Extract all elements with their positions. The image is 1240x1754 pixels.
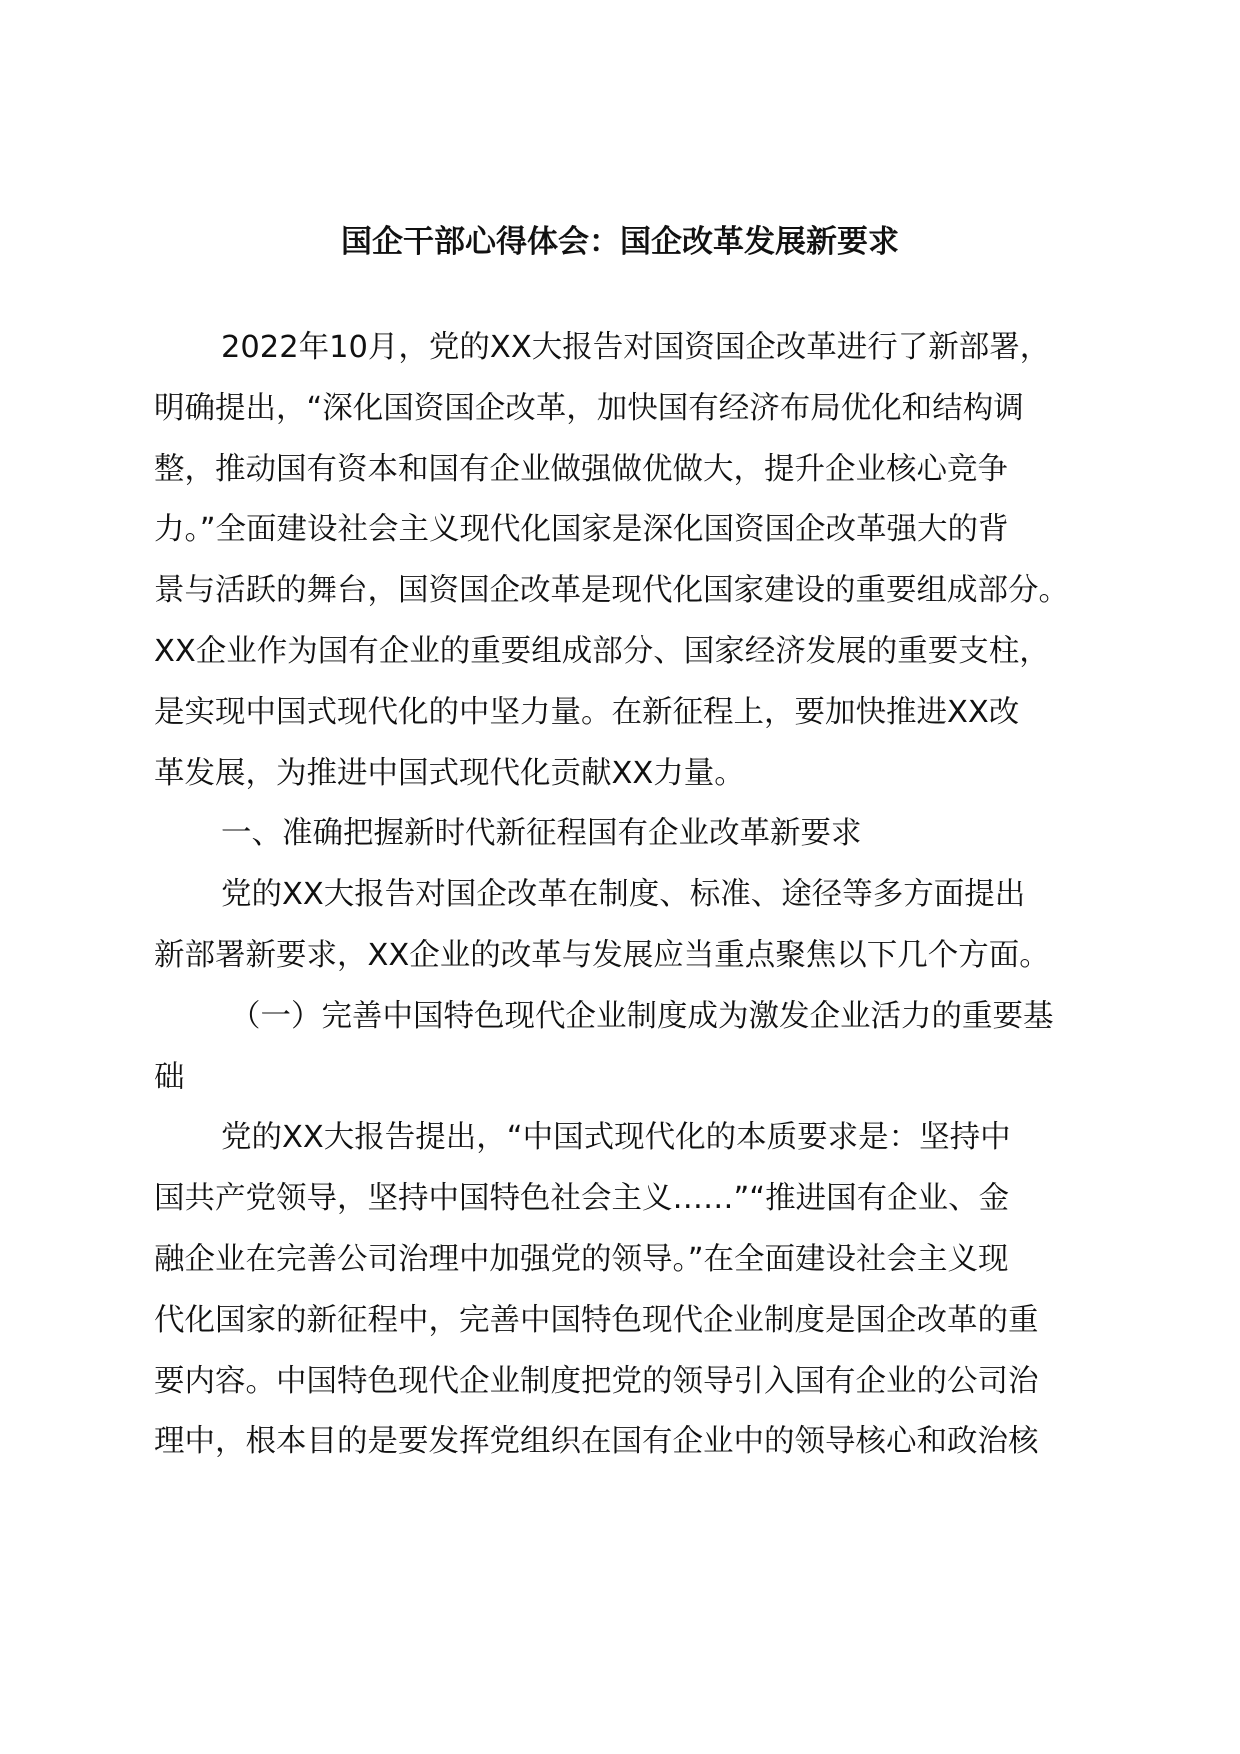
paragraph-2-line-1: 党的XX大报告对国企改革在制度、标准、途径等多方面提出 [221,877,1026,913]
document-body [154,318,1074,1473]
paragraph-1-line-2: 明确提出，“深化国资国企改革，加快国有经济布局优化和结构调 [154,390,1024,426]
section-heading-1: 一、准确把握新时代新征程国有企业改革新要求 [221,816,862,852]
paragraph-3-line-3: 融企业在完善公司治理中加强党的领导。”在全面建设社会主义现 [154,1241,1009,1277]
paragraph-1-line-7: 是实现中国式现代化的中坚力量。在新征程上，要加快推进XX改 [154,694,1020,730]
paragraph-1-line-4: 力。”全面建设社会主义现代化国家是深化国资国企改革强大的背 [154,512,1009,548]
paragraph-3-line-4: 代化国家的新征程中，完善中国特色现代企业制度是国企改革的重 [154,1302,1039,1338]
subsection-heading-1-line-2: 础 [154,1059,185,1095]
paragraph-3-line-5: 要内容。中国特色现代企业制度把党的领导引入国有企业的公司治 [154,1363,1039,1399]
paragraph-1-line-3: 整，推动国有资本和国有企业做强做优做大，提升企业核心竞争 [154,451,1008,487]
paragraph-1-line-1: 2022年10月，党的XX大报告对国资国企改革进行了新部署， [221,330,1051,365]
paragraph-3-line-2: 国共产党领导，坚持中国特色社会主义……”“推进国有企业、金 [154,1181,1010,1217]
paragraph-2-line-2: 新部署新要求，XX企业的改革与发展应当重点聚焦以下几个方面。 [154,937,1050,973]
paragraph-3-line-1: 党的XX大报告提出，“中国式现代化的本质要求是：坚持中 [221,1120,1011,1156]
paragraph-1-line-6: XX企业作为国有企业的重要组成部分、国家经济发展的重要支柱， [154,633,1050,669]
paragraph-1-line-8: 革发展，为推进中国式现代化贡献XX力量。 [154,755,745,791]
paragraph-3-line-6: 理中，根本目的是要发挥党组织在国有企业中的领导核心和政治核 [154,1424,1039,1460]
document-title: 国企干部心得体会：国企改革发展新要求 [341,224,899,260]
paragraph-1-line-5: 景与活跃的舞台，国资国企改革是现代化国家建设的重要组成部分。 [154,573,1069,609]
subsection-heading-1-line-1: （一）完善中国特色现代企业制度成为激发企业活力的重要基 [230,998,1054,1034]
